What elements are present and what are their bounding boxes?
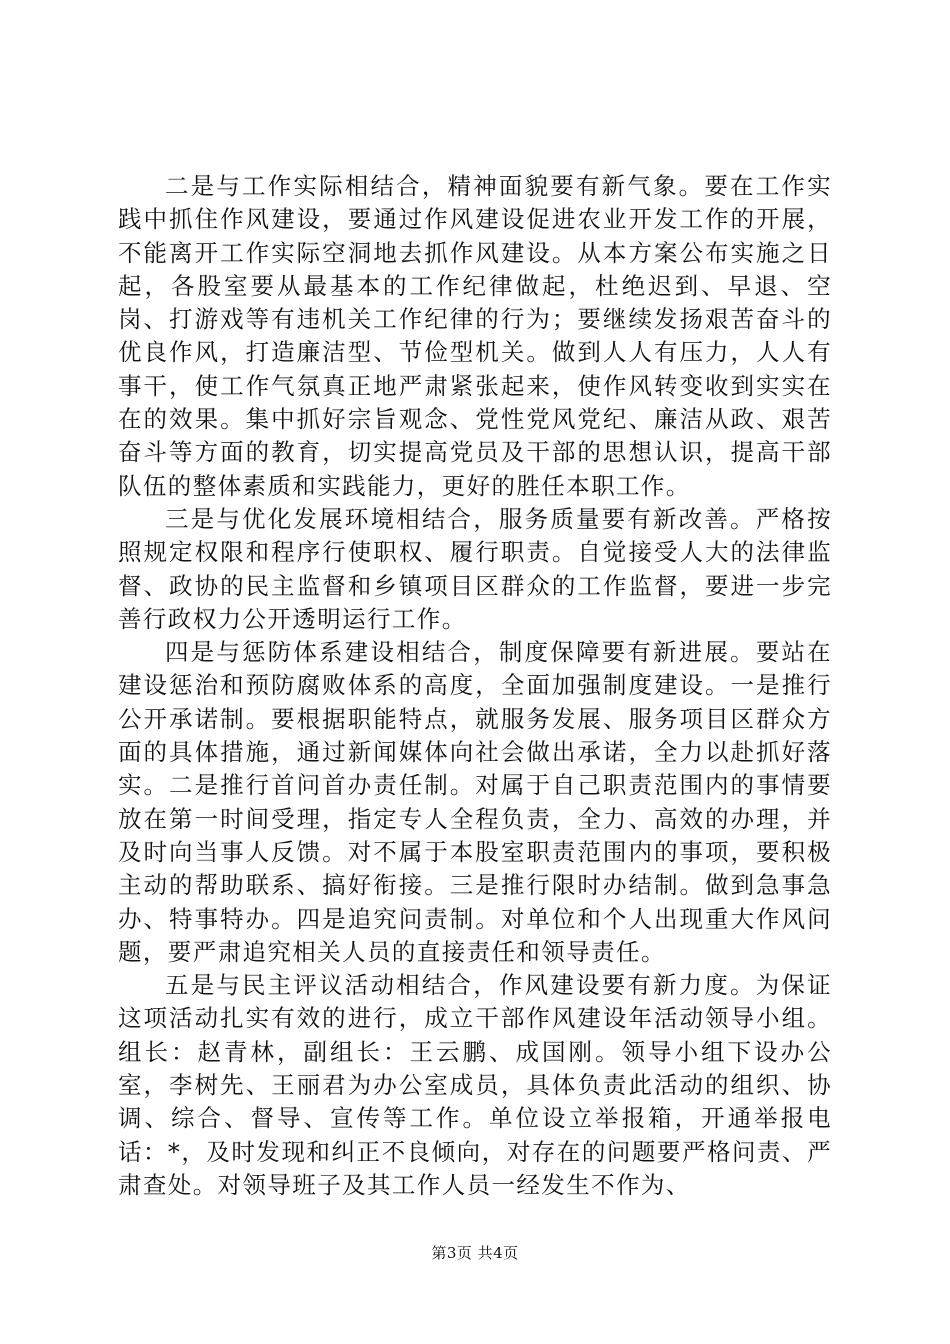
paragraph-3: 三是与优化发展环境相结合，服务质量要有新改善。严格按照规定权限和程序行使职权、履行职责。自觉接受人大的法律监督、政协的民主监督和乡镇项目区群众的工作监督，要进一步完善行政权力公开透明运行工作。 — [118, 504, 832, 633]
page-number-footer: 第3页 共4页 — [431, 1244, 519, 1262]
paragraph-2: 二是与工作实际相结合，精神面貌要有新气象。要在工作实践中抓住作风建设，要通过作风建设促进农业开发工作的开展，不能离开工作实际空洞地去抓作风建设。从本方案公布实施之日起，各股室要从最基本的工作纪律做起，杜绝迟到、早退、空岗、打游戏等有违机关工作纪律的行为；要继续发扬艰苦奋斗的优良作风，打造廉洁型、节俭型机关。做到人人有压力，人人有事干，使工作气氛真正地严肃紧张起来，使作风转变收到实实在在的效果。集中抓好宗旨观念、党性党风党纪、廉洁从政、艰苦奋斗等方面的教育，切实提高党员及干部的思想认识，提高干部队伍的整体素质和实践能力，更好的胜任本职工作。 — [118, 172, 832, 500]
document-body — [118, 170, 832, 1202]
paragraph-5: 五是与民主评议活动相结合，作风建设要有新力度。为保证这项活动扎实有效的进行，成立干部作风建设年活动领导小组。组长：赵青林，副组长：王云鹏、成国刚。领导小组下设办公室，李树先、王丽君为办公室成员，具体负责此活动的组织、协调、综合、督导、宣传等工作。单位设立举报箱，开通举报电话：*，及时发现和纠正不良倾向，对存在的问题要严格问责、严肃查处。对领导班子及其工作人员一经发生不作为、 — [118, 971, 832, 1199]
paragraph-4: 四是与惩防体系建设相结合，制度保障要有新进展。要站在建设惩治和预防腐败体系的高度，全面加强制度建设。一是推行公开承诺制。要根据职能特点，就服务发展、服务项目区群众方面的具体措施，通过新闻媒体向社会做出承诺，全力以赴抓好落实。二是推行首问首办责任制。对属于自己职责范围内的事情要放在第一时间受理，指定专人全程负责，全力、高效的办理，并及时向当事人反馈。对不属于本股室职责范围内的事项，要积极主动的帮助联系、搞好衔接。三是推行限时办结制。做到急事急办、特事特办。四是追究问责制。对单位和个人出现重大作风问题，要严肃追究相关人员的直接责任和领导责任。 — [118, 638, 832, 966]
